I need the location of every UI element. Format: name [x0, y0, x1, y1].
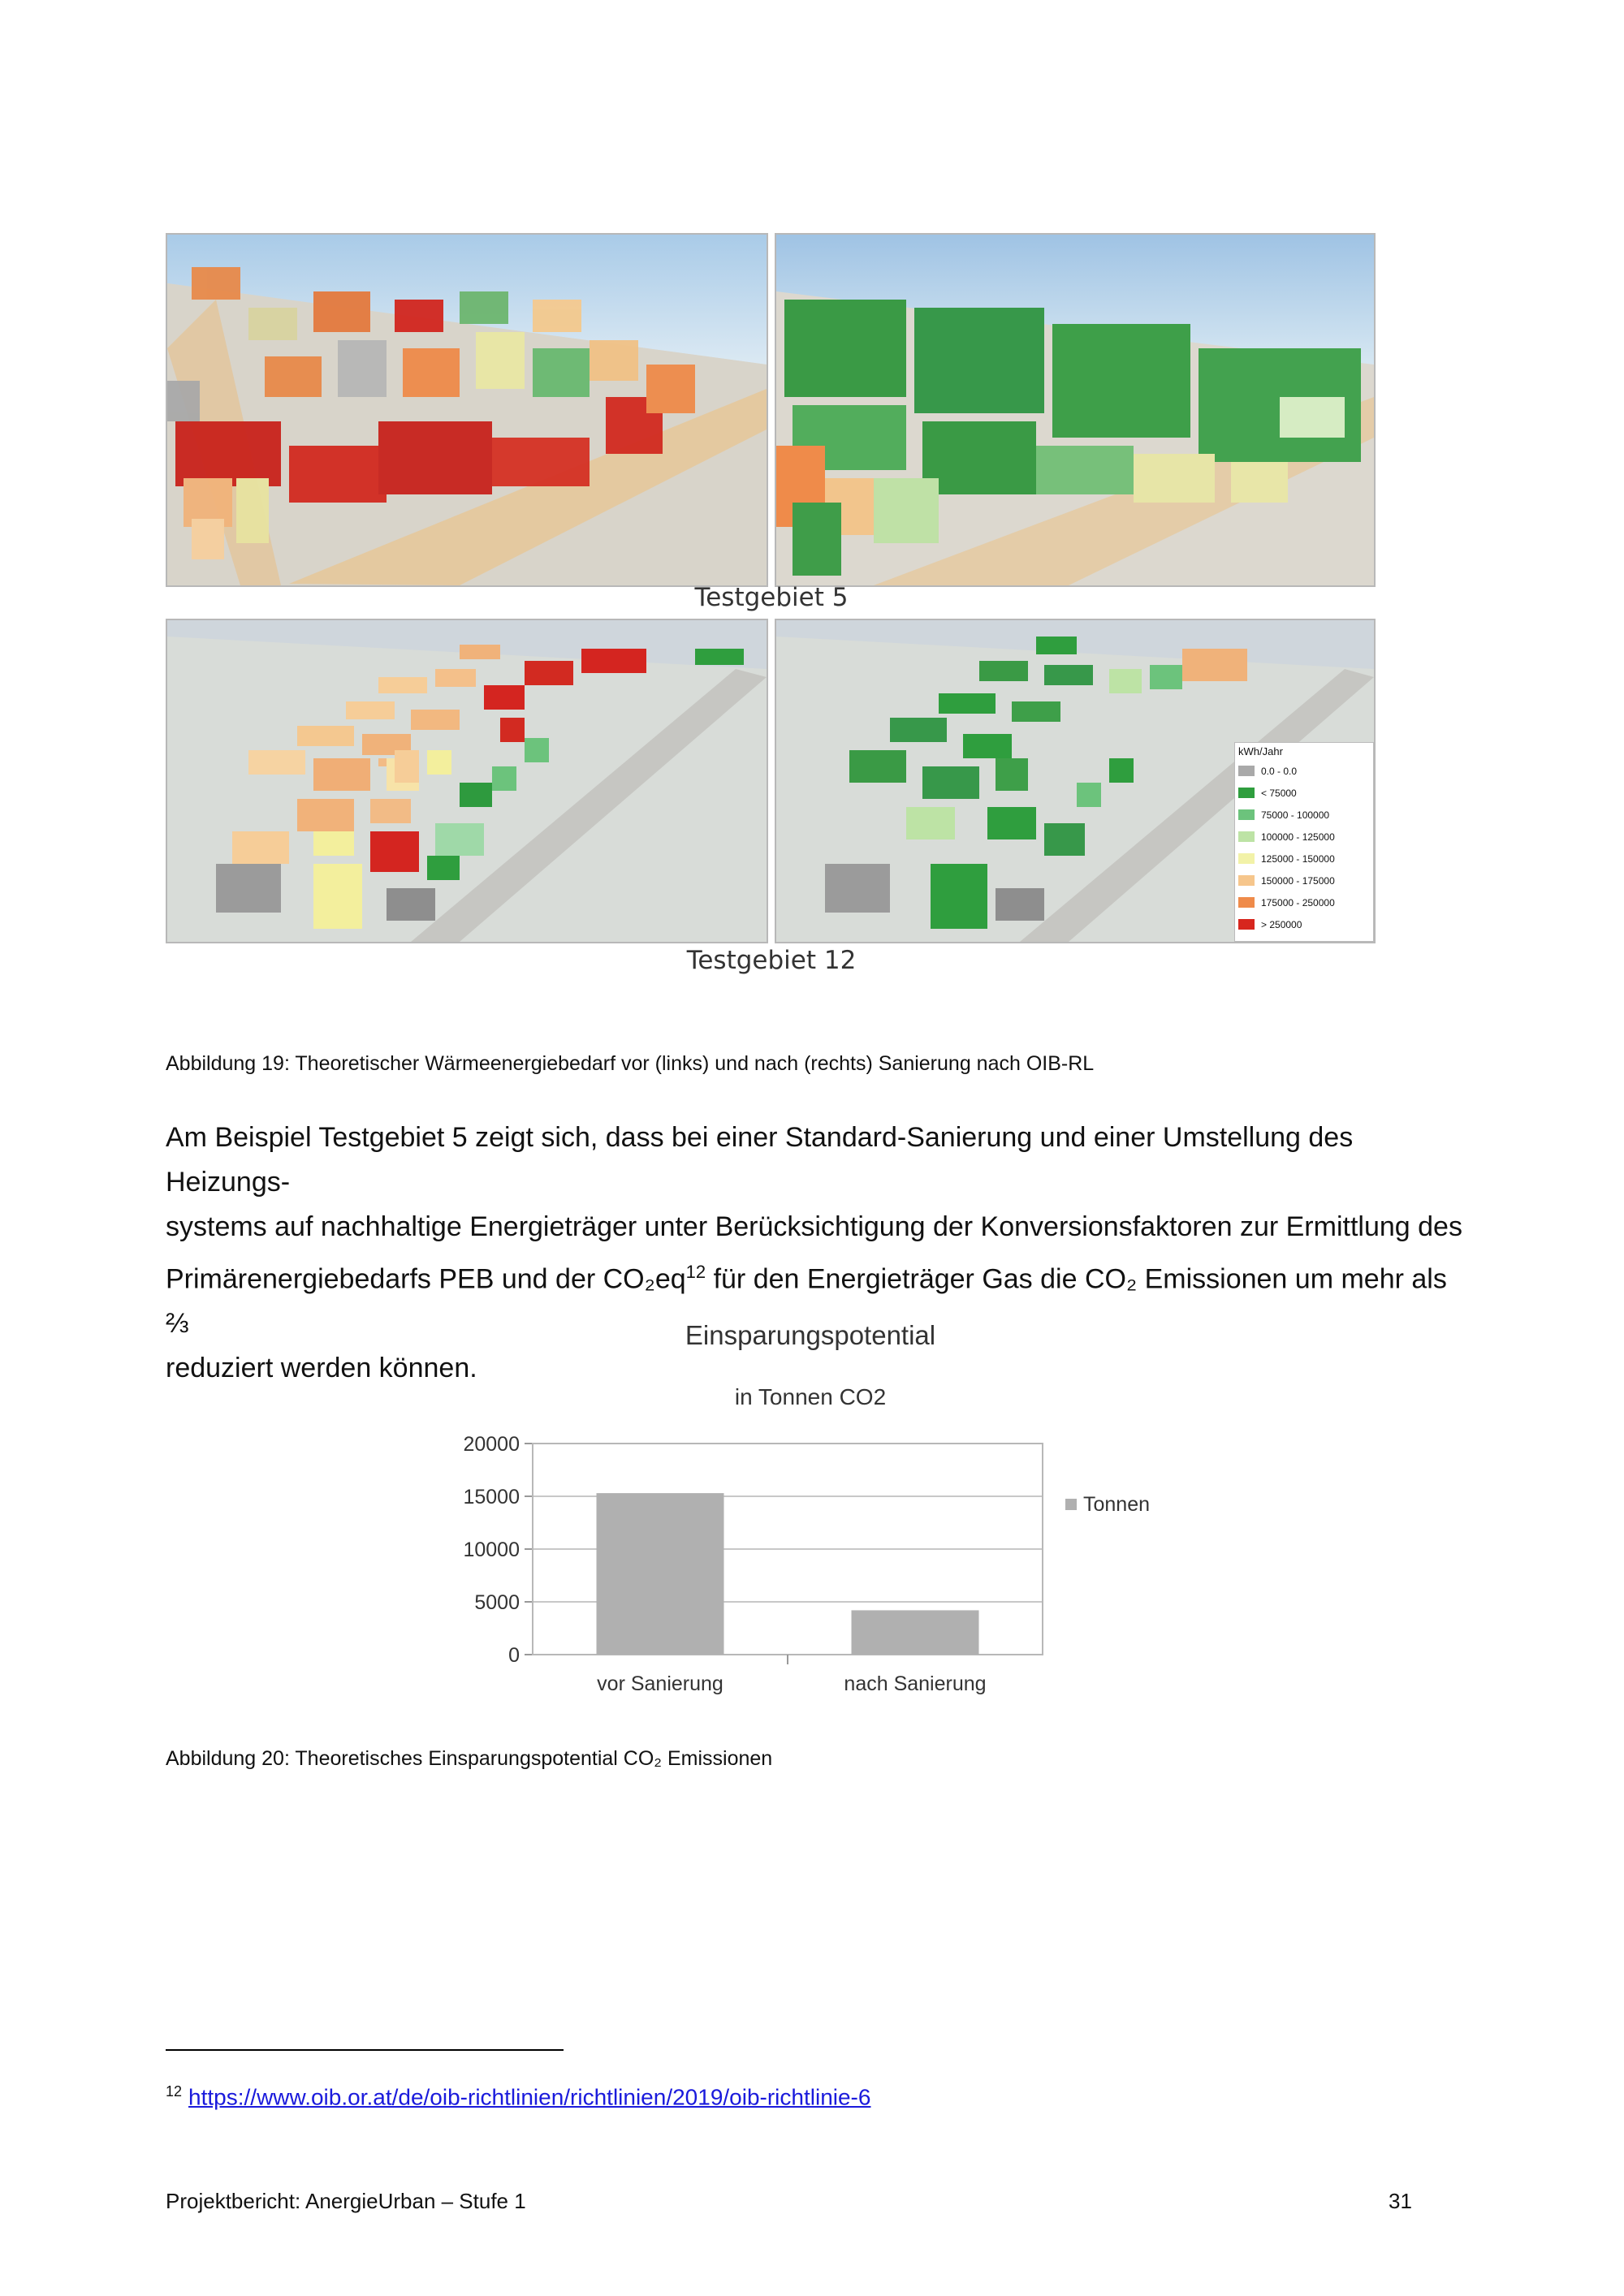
heat-demand-legend — [1234, 742, 1374, 942]
y-tick-label: 15000 — [463, 1486, 520, 1508]
map-image — [167, 235, 767, 585]
legend-item — [1235, 870, 1373, 891]
legend-label: 175000 - 250000 — [1261, 896, 1335, 908]
legend-label: Tonnen — [1083, 1493, 1151, 1516]
x-tick-label: nach Sanierung — [844, 1672, 987, 1695]
paragraph-line-3-b: für den Energieträger Gas die CO₂ Emissionen um mehr als ⅔ — [166, 1263, 1447, 1340]
footer-page-number: 31 — [1389, 2189, 1412, 2213]
footnote-link[interactable]: https://www.oib.or.at/de/oib-richtlinien/richtlinien/2019/oib-richtlinie-6 — [188, 2084, 871, 2110]
y-tick-label: 5000 — [474, 1591, 520, 1614]
legend-label: 125000 - 150000 — [1261, 852, 1335, 865]
legend-label: 150000 - 175000 — [1261, 874, 1335, 887]
legend-item — [1235, 760, 1373, 782]
map-testgebiet5-after — [775, 233, 1376, 587]
legend-title: kWh/Jahr — [1238, 745, 1283, 757]
paragraph-line-4: reduziert werden können. — [166, 1353, 477, 1384]
legend-label: 100000 - 125000 — [1261, 831, 1335, 843]
chart-subtitle: in Tonnen CO2 — [734, 1384, 887, 1409]
y-tick-label: 20000 — [463, 1433, 520, 1456]
figure20-caption: Abbildung 20: Theoretisches Einsparungspotential CO₂ Emissionen — [166, 1747, 773, 1770]
legend-item — [1235, 913, 1373, 935]
legend-swatch — [1238, 853, 1255, 864]
label-testgebiet12: Testgebiet 12 — [686, 946, 857, 975]
legend-label: < 75000 — [1261, 787, 1297, 799]
y-tick-label: 0 — [508, 1644, 520, 1667]
footnote-rule — [166, 2049, 564, 2051]
legend-swatch — [1238, 831, 1255, 842]
legend-item — [1235, 848, 1373, 870]
paragraph-line-2: systems auf nachhaltige Energieträger unter Berücksichtigung der Konversionsfaktoren zur Ermittlung des — [166, 1211, 1462, 1242]
legend-swatch — [1238, 919, 1255, 930]
legend-item — [1235, 804, 1373, 826]
legend-swatch — [1065, 1499, 1077, 1510]
paragraph-line-1: Am Beispiel Testgebiet 5 zeigt sich, dass bei einer Standard-Sanierung und einer Umstellung des Heizungs- — [166, 1122, 1354, 1198]
map-testgebiet5-before — [166, 233, 768, 587]
bar — [852, 1610, 979, 1655]
map-image — [167, 620, 767, 942]
legend-label: > 250000 — [1261, 918, 1302, 930]
paragraph-line-3-a: Primärenergiebedarfs PEB und der CO₂eq — [166, 1263, 686, 1295]
footer-project-title: Projektbericht: AnergieUrban – Stufe 1 — [166, 2189, 526, 2213]
legend-label: 75000 - 100000 — [1261, 809, 1330, 821]
co2-savings-chart — [406, 1323, 1218, 1713]
legend-swatch — [1238, 897, 1255, 908]
y-tick-label: 10000 — [463, 1539, 520, 1561]
bar — [597, 1493, 724, 1655]
legend-swatch — [1238, 766, 1255, 776]
footnote-ref[interactable]: 12 — [685, 1262, 706, 1282]
label-testgebiet5: Testgebiet 5 — [694, 583, 849, 612]
legend-label: 0.0 - 0.0 — [1261, 765, 1298, 777]
footnote-marker: 12 — [166, 2083, 183, 2100]
legend-swatch — [1238, 875, 1255, 886]
x-tick-label: vor Sanierung — [597, 1672, 723, 1695]
legend-swatch — [1238, 788, 1255, 798]
footnote — [166, 2083, 870, 2110]
legend-item — [1235, 782, 1373, 804]
map-testgebiet12-after — [775, 619, 1376, 943]
map-testgebiet12-before — [166, 619, 768, 943]
legend-swatch — [1238, 809, 1255, 820]
legend-item — [1235, 891, 1373, 913]
legend-item — [1235, 826, 1373, 848]
chart-title: Einsparungspotential — [685, 1323, 936, 1350]
map-image — [776, 235, 1374, 585]
figure19-caption: Abbildung 19: Theoretischer Wärmeenergiebedarf vor (links) und nach (rechts) Sanierung nach OIB-RL — [166, 1052, 1095, 1075]
